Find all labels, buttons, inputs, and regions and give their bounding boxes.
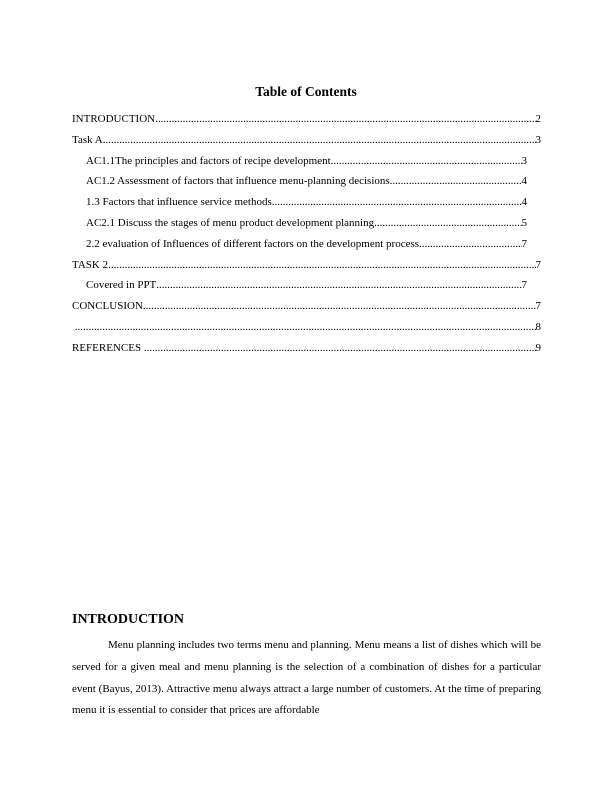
- toc-entry-page: 8: [535, 320, 541, 333]
- toc-leader: [156, 279, 521, 291]
- toc-entry-label: INTRODUCTION: [72, 113, 156, 125]
- toc-leader: [331, 155, 522, 167]
- toc-entry-task-a[interactable]: [72, 134, 541, 155]
- toc-leader: [75, 321, 536, 333]
- toc-entry-page: 3: [521, 154, 527, 167]
- toc-entry-page: 3: [535, 133, 541, 146]
- toc-entry-conclusion[interactable]: [72, 300, 541, 321]
- introduction-paragraph: Menu planning includes two terms menu and planning. Menu means a list of dishes which will be served for a given meal and menu planning is the selection of a combination of dishes for a particular event (Bayus, 2013). Attractive menu always attract a large number of customers. At the time of preparing menu it is essential to consider that prices are affordable: [72, 639, 541, 717]
- toc-entry-task-2[interactable]: [72, 259, 541, 280]
- toc-entry-label: AC1.2 Assessment of factors that influence menu-planning decisions: [86, 175, 390, 188]
- toc-entry-page: 7: [521, 237, 527, 250]
- toc-leader: [272, 196, 522, 208]
- toc-entry-label: CONCLUSION: [72, 300, 143, 313]
- toc-entry-page: 7: [535, 258, 541, 271]
- toc-leader: [103, 134, 536, 146]
- toc-leader: [419, 238, 521, 250]
- toc-leader: [144, 342, 536, 354]
- toc-entry-label: REFERENCES: [72, 341, 144, 354]
- toc-entry-introduction[interactable]: [72, 113, 541, 134]
- toc-entry-label: Task A: [72, 133, 103, 146]
- toc-leader: [155, 113, 535, 125]
- toc-leader: [108, 259, 535, 271]
- toc-leader: [390, 175, 522, 187]
- toc-entry-page: 4: [521, 196, 527, 209]
- toc-leader: [374, 217, 521, 229]
- toc-entry-2-2[interactable]: [72, 238, 527, 259]
- toc-entry-ac1-1[interactable]: [72, 155, 527, 176]
- toc-entry-page: 2: [535, 113, 541, 125]
- toc-entry-ac2-1[interactable]: [72, 217, 527, 238]
- toc-leader: [143, 300, 536, 312]
- toc-entry-page: 7: [535, 300, 541, 313]
- toc-title: Table of Contents: [255, 84, 357, 99]
- toc-entry-label: TASK 2: [72, 258, 109, 271]
- toc-entry-page: 9: [535, 341, 541, 354]
- toc-entry-page: 4: [521, 175, 527, 188]
- toc-entry-covered-in-ppt[interactable]: [72, 279, 527, 300]
- introduction-heading: INTRODUCTION: [72, 612, 185, 627]
- toc-entry-page: 7: [521, 279, 527, 292]
- toc-entry-page: 5: [521, 216, 527, 229]
- toc-entry-references[interactable]: [72, 342, 541, 363]
- toc-entry-label: 1.3 Factors that influence service methods: [86, 196, 272, 209]
- toc-entry-1-3[interactable]: [72, 196, 527, 217]
- toc-entry-blank[interactable]: [72, 321, 541, 342]
- table-of-contents: [72, 113, 541, 363]
- toc-entry-ac1-2[interactable]: [72, 175, 527, 196]
- toc-entry-label: AC1.1The principles and factors of recipe development: [86, 154, 331, 167]
- toc-entry-label: AC2.1 Discuss the stages of menu product development planning: [86, 216, 375, 229]
- toc-entry-label: 2.2 evaluation of Influences of different factors on the development process: [86, 237, 420, 250]
- toc-entry-label: Covered in PPT: [86, 279, 157, 292]
